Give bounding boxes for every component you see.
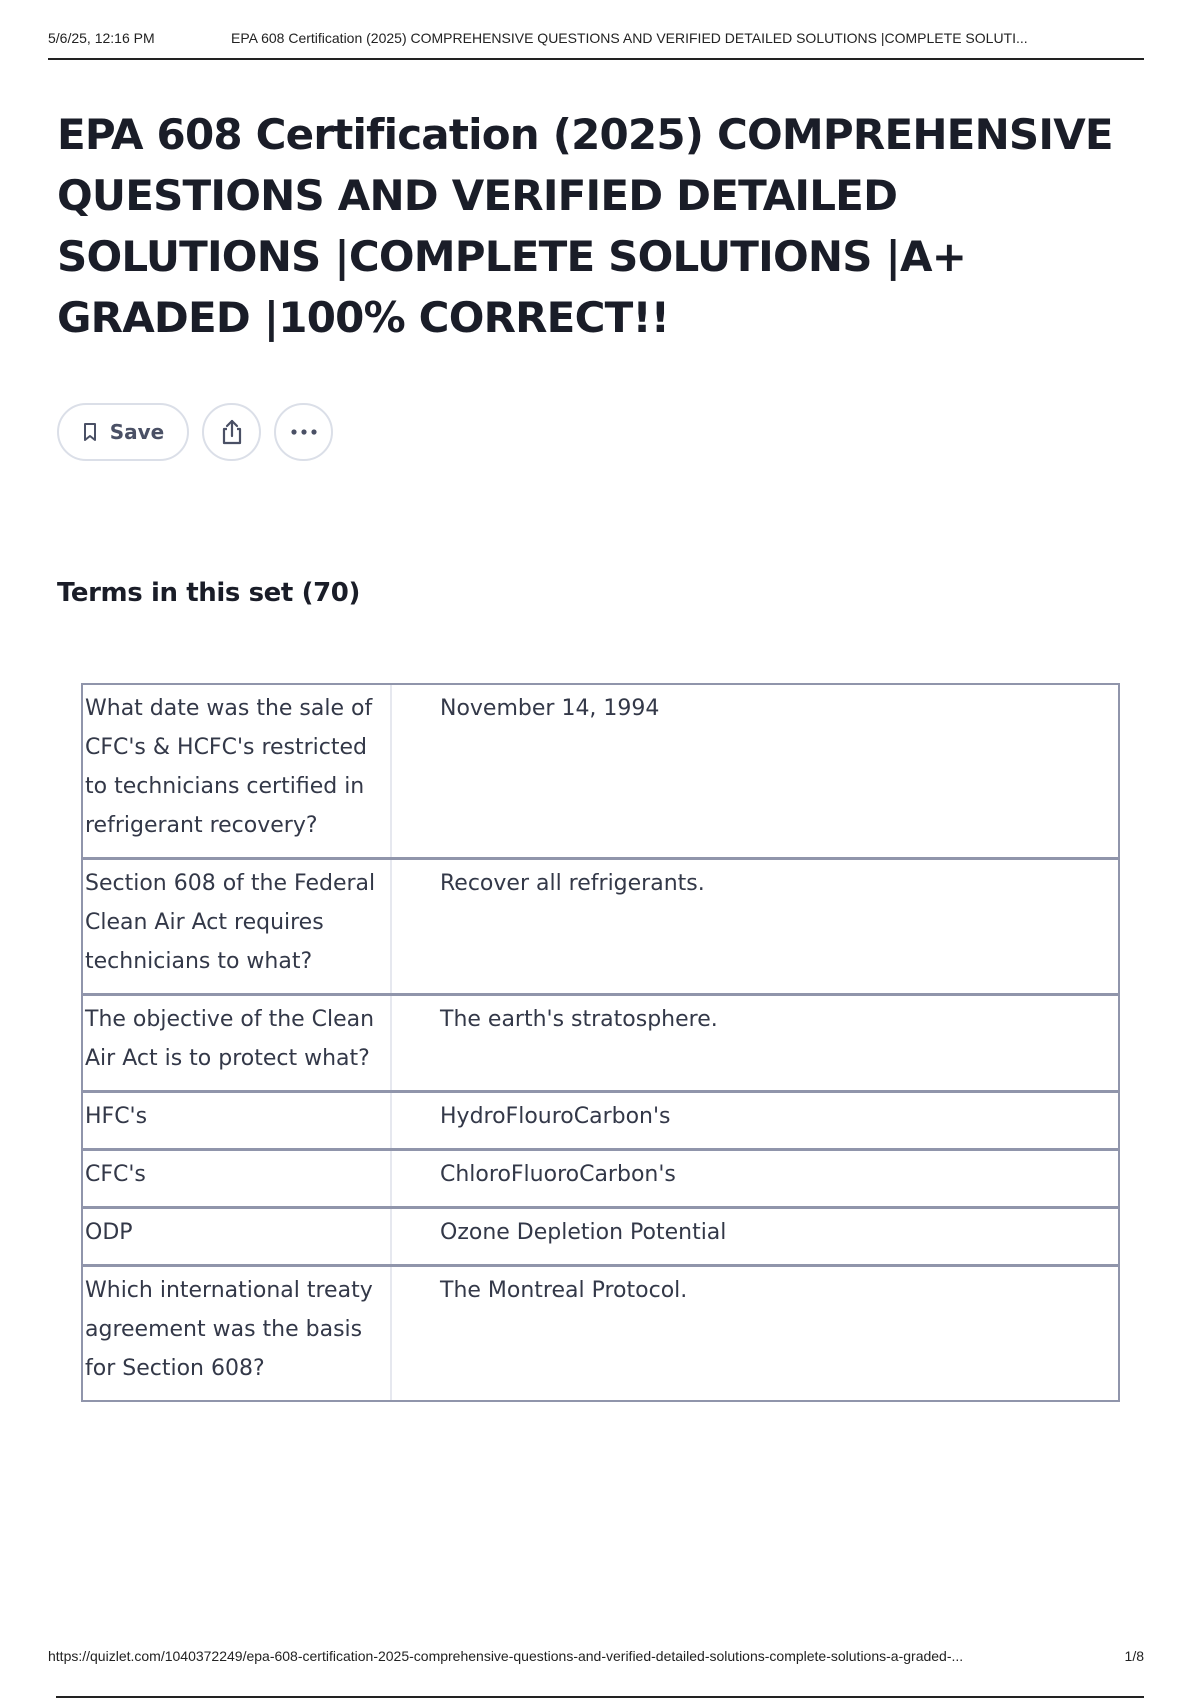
term-cell: ODP (83, 1209, 392, 1264)
table-row (83, 1090, 1118, 1148)
term-cell: What date was the sale of CFC's & HCFC's restricted to technicians certified in refrigerant recovery? (83, 685, 392, 857)
save-button[interactable] (57, 403, 189, 461)
term-cell: HFC's (83, 1093, 392, 1148)
page-number: 1/8 (1124, 1648, 1144, 1664)
print-date: 5/6/25, 12:16 PM (48, 30, 155, 46)
terms-table (81, 683, 1120, 1402)
table-row (83, 685, 1118, 857)
definition-cell: Ozone Depletion Potential (440, 1220, 727, 1245)
share-button[interactable] (202, 403, 261, 461)
table-row (83, 993, 1118, 1090)
definition-cell: The earth's stratosphere. (440, 1007, 718, 1032)
page-title: EPA 608 Certification (2025) COMPREHENSIVE QUESTIONS AND VERIFIED DETAILED SOLUTIONS |COMPLETE SOLUTIONS |A+ GRADED |100% CORRECT!! (57, 110, 1113, 342)
term-cell: Which international treaty agreement was the basis for Section 608? (83, 1267, 392, 1400)
table-row (83, 1264, 1118, 1400)
definition-cell: Recover all refrigerants. (440, 871, 705, 896)
term-cell: CFC's (83, 1151, 392, 1206)
definition-cell: November 14, 1994 (440, 696, 660, 721)
bookmark-icon (82, 422, 98, 442)
more-icon (290, 428, 318, 436)
print-document-title: EPA 608 Certification (2025) COMPREHENSIVE QUESTIONS AND VERIFIED DETAILED SOLUTIONS |COMPLETE SOLUTI... (231, 30, 1028, 46)
table-row (83, 857, 1118, 993)
more-options-button[interactable] (274, 403, 333, 461)
footer-divider (56, 1696, 1144, 1698)
page-url: https://quizlet.com/1040372249/epa-608-certification-2025-comprehensive-questions-and-verified-detailed-solutions-complete-solutions-a-graded-... (48, 1648, 964, 1664)
action-bar (57, 403, 333, 465)
definition-cell: The Montreal Protocol. (440, 1278, 688, 1303)
table-row (83, 1206, 1118, 1264)
table-row (83, 1148, 1118, 1206)
definition-cell: HydroFlouroCarbon's (440, 1104, 671, 1129)
term-cell: Section 608 of the Federal Clean Air Act requires technicians to what? (83, 860, 392, 993)
share-icon (219, 418, 245, 446)
definition-cell: ChloroFluoroCarbon's (440, 1162, 676, 1187)
print-header (48, 28, 1144, 60)
terms-heading: Terms in this set (70) (57, 578, 360, 608)
term-cell: The objective of the Clean Air Act is to protect what? (83, 996, 392, 1090)
save-button-label: Save (109, 420, 165, 444)
